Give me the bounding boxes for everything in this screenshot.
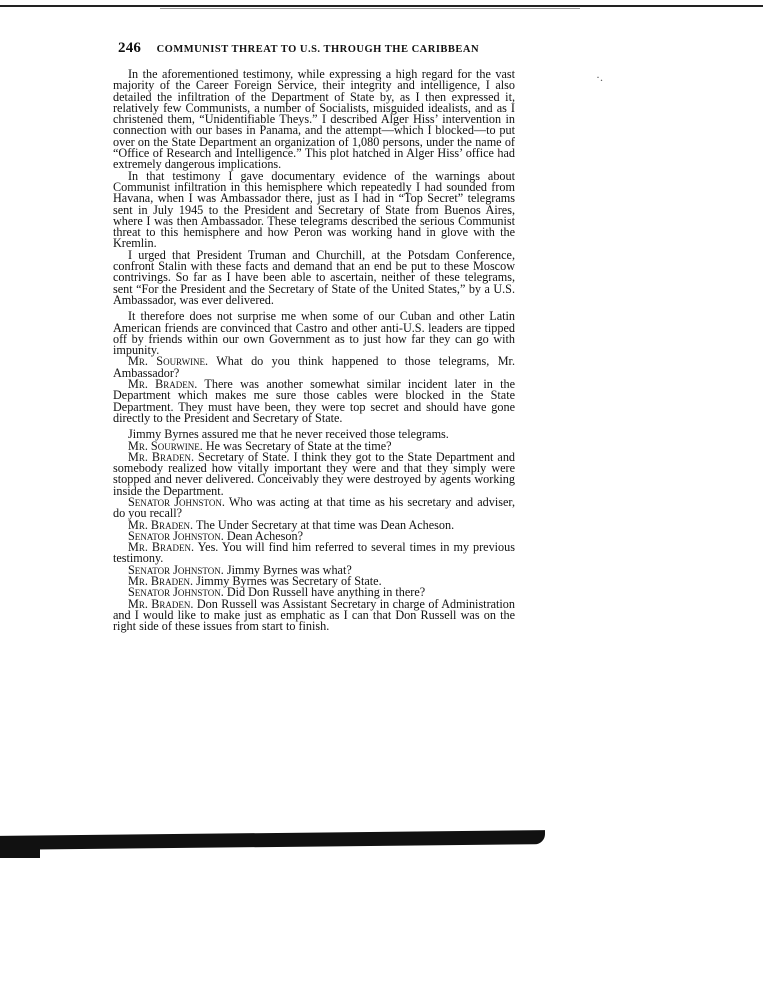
paragraph-text: Jimmy Byrnes was Secretary of State. [196,574,382,589]
paragraph-text: Dean Acheson? [226,528,303,543]
paragraph-text: Yes. You will find him referred to several times in my previous testimony. [113,540,515,566]
speaker-name: Senator Johnston. [128,528,224,543]
paragraph-text: It therefore does not surprise me when some of our Cuban and other Latin American friends are convinced that Castro and other anti-U.S. leaders are tipped off by friends within our own Government as to just how far they can go with impunity. [113,309,515,358]
paragraph-text: Who was acting at that time as his secretary and adviser, do you recall? [113,494,516,521]
scan-border-bottom [0,830,545,850]
speaker-name: Senator Johnston. [128,562,224,577]
page-number: 246 [118,40,142,56]
speaker-name: Mr. Sourwine. [128,438,203,453]
paragraph [113,247,515,307]
paragraph-text: Jimmy Byrnes assured me that he never received those telegrams. [128,427,449,442]
paragraph [113,168,515,251]
running-title: COMMUNIST THREAT TO U.S. THROUGH THE CARIBBEAN [156,44,480,55]
running-header [118,40,518,57]
paragraph-text: Jimmy Byrnes was what? [226,562,352,577]
paragraph [113,356,515,379]
paragraph-text: There was another somewhat similar incident later in the Department which makes me sure those cables were blocked in the State Department. They must have been, they were top secret and should have gone directly to the President and Secretary of State. [113,377,516,425]
speaker-name: Senator Johnston. [128,494,225,509]
speaker-name: Mr. Sourwine. [128,354,209,369]
scan-border-bottom-left [0,840,40,858]
speaker-name: Mr. Braden. [128,596,194,611]
scan-speck: ·. [596,70,603,84]
paragraph [113,311,515,356]
speaker-name: Mr. Braden. [128,517,194,532]
paragraph-text: Secretary of State. I think they got to the State Department and somebody realized how vitally important they were and that they simply were stopped and never delivered. Conceivably they were destroyed by agents working inside the Department. [113,449,516,498]
paragraph-text: In the aforementioned testimony, while expressing a high regard for the vast majority of the Career Foreign Service, their integrity and intelligence, I also detailed the infiltration of the Department of State by, as I then expressed it, relatively few Communists, a number of Socialists, misguided idealists, and as I christened them, “Unidentifiable Theys.” I described Alger Hiss’ intervention in connection with our bases in Panama, and the attempt—which I blocked—to put over on the State Department an organization of 1,080 persons, under the name of “Office of Research and Intelligence.” This plot hatched in Alger Hiss’ office had extremely dangerous implications. [113,67,515,172]
scan-border-top-faint [160,8,580,9]
paragraph [113,69,515,171]
paragraph-text: In that testimony I gave documentary evidence of the warnings about Communist infiltration in this hemisphere which repeatedly I had sounded from Havana, when I was Ambassador there, just as I had in “Top Secret” telegrams sent in July 1945 to the President and Secretary of State from Buenos Aires, where I was then Ambassador. These telegrams described the serious Communist threat to this hemisphere and how Peron was working hand in glove with the Kremlin. [113,168,515,251]
paragraph-text: I urged that President Truman and Churchill, at the Potsdam Conference, confront Stalin with these facts and demand that an end be put to these Moscow contrivings. So far as I have been able to ascertain, neither of these telegrams, sent “For the President and the Secretary of State of the United States,” by a U.S. Ambassador, was ever delivered. [113,247,515,307]
speaker-name: Senator Johnston. [128,585,224,600]
speaker-name: Mr. Braden. [128,377,198,392]
document-body [113,69,515,633]
paragraph-text: Did Don Russell have anything in there? [226,585,426,600]
paragraph-text: The Under Secretary at that time was Dean Acheson. [195,517,455,532]
paragraph-text: Don Russell was Assistant Secretary in charge of Administration and I would like to make just as emphatic as I can that Don Russell was on the right side of these issues from start to finish. [113,596,515,634]
paragraph-text: He was Secretary of State at the time? [205,438,392,453]
speaker-name: Mr. Braden. [128,540,195,555]
paragraph [113,596,515,634]
paragraph [113,379,515,424]
speaker-name: Mr. Braden. [128,449,195,464]
paragraph [113,494,516,521]
paragraph [113,542,515,565]
paragraph [113,449,516,498]
scan-border-top [0,5,763,7]
paragraph-text: What do you think happened to those telegrams, Mr. Ambassador? [113,354,515,380]
speaker-name: Mr. Braden. [128,574,194,589]
